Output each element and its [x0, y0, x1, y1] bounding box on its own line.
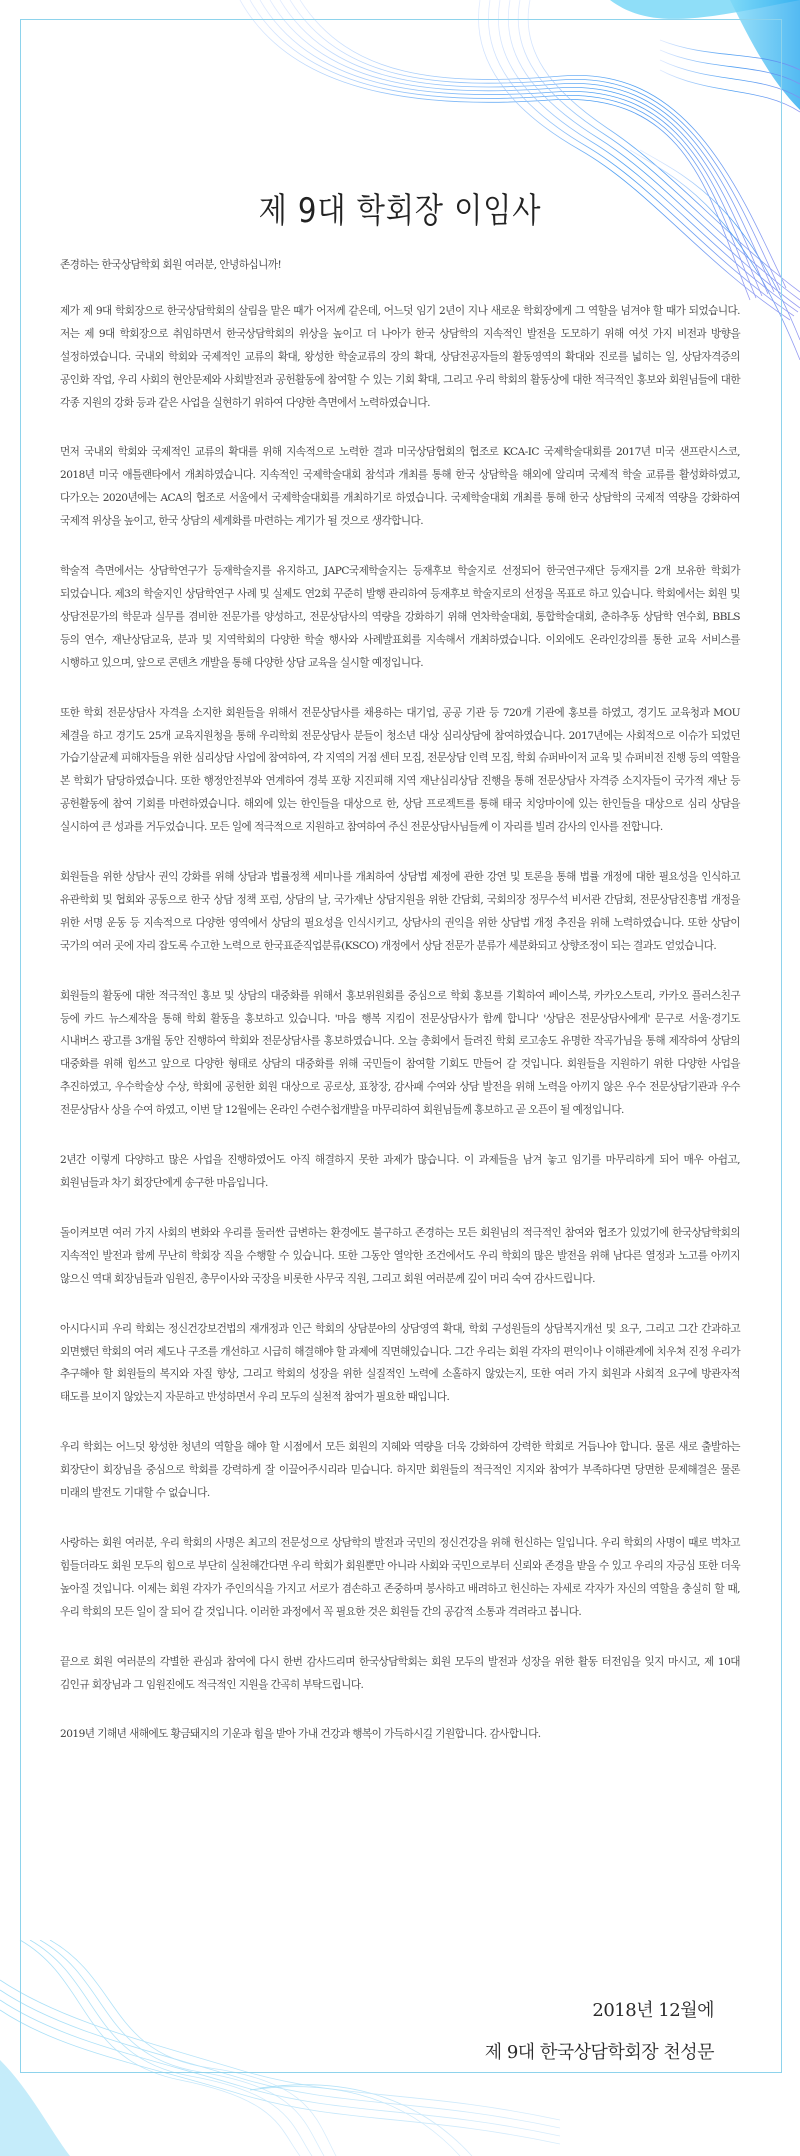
- greeting: 존경하는 한국상담학회 회원 여러분, 안녕하십니까!: [60, 259, 282, 271]
- paragraph-mission: 사랑하는 회원 여러분, 우리 학회의 사명은 최고의 전문성으로 상담학의 발전과 국민의 정신건강을 위해 헌신하는 일입니다. 우리 학회의 사명이 때로 벅차고 힘들더라도 회원 모두의 힘으로 부단히 실천해간다면 우리 학회가 회원뿐만 아니라 사회와 국민으로부터 신뢰와 존경을 받을 수 있고 우리의 자긍심 또한 더욱 높아질 것입니다. 이제는 회원 각자가 주인의식을 가지고 서로가 겸손하고 존중하며 봉사하고 배려하고 헌신하는 자세로 각자가 자신의 역할을 충실히 할 때, 우리 학회의 모든 일이 잘 되어 갈 것입니다. 이러한 과정에서 꼭 필요한 것은 회원들 간의 공감적 소통과 격려라고 봅니다.: [60, 1536, 740, 1618]
- paragraph-intro: 제가 제 9대 학회장으로 한국상담학회의 살림을 맡은 때가 어저께 같은데, 어느덧 임기 2년이 지나 새로운 학회장에게 그 역할을 넘겨야 할 때가 되었습니다. 저는 제 9대 학회장으로 취임하면서 한국상담학회의 위상을 높이고 더 나아가 한국 상담학의 지속적인 발전을 도모하기 위해 여섯 가지 비전과 방향을 설정하였습니다. 국내외 학회와 국제적인 교류의 확대, 왕성한 학술교류의 장의 확대, 상담전공자들의 활동영역의 확대와 진로를 넓히는 일, 상담자격증의 공인화 작업, 우리 사회의 현안문제와 사회발전과 공헌활동에 참여할 수 있는 기회 확대, 그리고 우리 학회의 활동상에 대한 적극적인 홍보와 회원님들에 대한 각종 지원의 강화 등과 같은 사업을 실현하기 위하여 다양한 측면에서 노력하였습니다.: [60, 304, 740, 409]
- paragraph-rights: 회원들을 위한 상담사 권익 강화를 위해 상담과 법률정책 세미나를 개최하여 상담법 제정에 관한 강연 및 토론을 통해 법률 개정에 대한 필요성을 인식하고 유관학회 및 협회와 공동으로 한국 상담 정책 포럼, 상담의 날, 국가재난 상담지원을 위한 간담회, 국회의장 정무수석 비서관 간담회, 전문상담진흥법 개정을 위한 서명 운동 등 지속적으로 다양한 영역에서 상담의 필요성을 인식시키고, 상담사의 권익을 위한 상담법 개정 추진을 위해 노력하였습니다. 또한 상담이 국가의 여러 곳에 자리 잡도록 수고한 노력으로 한국표준직업분류(KSCO) 개정에서 상담 전문가 분류가 세분화되고 상향조정이 되는 결과도 얻었습니다.: [60, 871, 740, 952]
- paragraph-closing: 끝으로 회원 여러분의 각별한 관심과 참여에 다시 한번 감사드리며 한국상담학회는 회원 모두의 발전과 성장을 위한 활동 터전임을 잊지 마시고, 제 10대 김인규 회장님과 그 임원진에도 적극적인 지원을 간곡히 부탁드립니다.: [60, 1655, 740, 1691]
- paragraph-remaining-tasks: 2년간 이렇게 다양하고 많은 사업을 진행하였어도 아직 해결하지 못한 과제가 많습니다. 이 과제들을 남겨 놓고 임기를 마무리하게 되어 매우 아쉽고, 회원님들과 차기 회장단에게 송구한 마음입니다.: [60, 1154, 740, 1189]
- paragraph-promotion: 회원들의 활동에 대한 적극적인 홍보 및 상담의 대중화를 위해서 홍보위원회를 중심으로 학회 홍보를 기획하여 페이스북, 카카오스토리, 카카오 플러스친구 등에 카드 뉴스제작을 통해 학회 활동을 홍보하고 있습니다. '마음 행복 지킴이 전문상담사가 함께 합니다' '상담은 전문상담사에게' 문구로 서울·경기도 시내버스 광고를 3개월 동안 진행하여 학회와 전문상담사를 홍보하였습니다. 오늘 총회에서 들려진 학회 로고송도 유명한 작곡가님을 통해 제작하여 상담의 대중화를 위해 힘쓰고 앞으로 다양한 형태로 상담의 대중화를 위해 국민들이 참여할 기회도 만들어 갈 것입니다. 회원들을 지원하기 위한 다양한 사업을 추진하였고, 우수학술상 수상, 학회에 공헌한 회원 대상으로 공로상, 표창장, 감사패 수여와 상담 발전을 위해 노력을 아끼지 않은 우수 전문상담기관과 우수 전문상담사 상을 수여 하였고, 이번 달 12월에는 온라인 수련수첩개발을 마무리하여 회원님들께 홍보하고 곧 오픈이 될 예정입니다.: [60, 989, 740, 1117]
- paragraph-new-year: 2019년 기해년 새해에도 황금돼지의 기운과 힘을 받아 가내 건강과 행복이 가득하시길 기원합니다. 감사합니다.: [60, 1728, 541, 1741]
- paragraph-future: 우리 학회는 어느덧 왕성한 청년의 역할을 해야 할 시점에서 모든 회원의 지혜와 역량을 더욱 강화하여 강력한 학회로 거듭나야 합니다. 물론 새로 출발하는 회장단이 회장님을 중심으로 학회를 강력하게 잘 이끌어주시리라 믿습니다. 하지만 회원들의 적극적인 지지와 참여가 부족하다면 당면한 문제해결은 물론 미래의 발전도 기대할 수 없습니다.: [60, 1441, 740, 1500]
- paragraph-international-exchange: 먼저 국내외 학회와 국제적인 교류의 확대를 위해 지속적으로 노력한 결과 미국상담협회의 협조로 KCA-IC 국제학술대회를 2017년 미국 샌프란시스코, 2018년 미국 애틀랜타에서 개최하였습니다. 지속적인 국제학술대회 참석과 개최를 통해 한국 상담학을 해외에 알리며 국제적 학술 교류를 활성화하였고, 다가오는 2020년에는 ACA의 협조로 서울에서 국제학술대회를 개최하기로 하였습니다. 국제학술대회 개최를 통해 한국 상담학의 국제적 역량을 강화하여 국제적 위상을 높이고, 한국 상담의 세계화를 마련하는 계기가 될 것으로 생각합니다.: [60, 446, 740, 528]
- signature-author: 제 9대 한국상담학회장 천성문: [484, 2042, 714, 2063]
- paragraph-challenges: 아시다시피 우리 학회는 정신건강보건법의 재개정과 인근 학회의 상담분야의 상담영역 확대, 학회 구성원들의 상담복지개선 및 요구, 그리고 그간 간과하고 외면했던 학회의 여러 제도나 구조를 개선하고 시급히 해결해야 할 과제에 직면해있습니다. 그간 우리는 회원 각자의 편익이나 이해관계에 치우쳐 진정 우리가 추구해야 할 회원들의 복지와 자질 향상, 그리고 학회의 성장을 위한 실질적인 노력에 소홀하지 않았는지, 또한 여러 가지 회원과 사회적 요구에 방관자적 태도를 보이지 않았는지 자문하고 반성하면서 우리 모두의 실천적 참여가 필요한 때입니다.: [60, 1322, 740, 1404]
- paragraph-academic: 학술적 측면에서는 상담학연구가 등재학술지를 유지하고, JAPC국제학술지는 등재후보 학술지로 선정되어 한국연구재단 등재지를 2개 보유한 학회가 되었습니다. 제3의 학술지인 상담학연구 사례 및 실제도 연2회 꾸준히 발행 관리하여 등재후보 학술지로의 선정을 목표로 하고 있습니다. 학회에서는 회원 및 상담전문가의 학문과 실무를 겸비한 전문가를 양성하고, 전문상담사의 역량을 강화하기 위해 연차학술대회, 통합학술대회, 춘하추동 상담학 연수회, BBLS 등의 연수, 재난상담교육, 분과 및 지역학회의 다양한 학술 행사와 사례발표회를 지속해서 개최하였습니다. 이외에도 온라인강의를 통한 교육 서비스를 시행하고 있으며, 앞으로 콘텐츠 개발을 통해 다양한 상담 교육을 실시할 예정입니다.: [60, 565, 740, 669]
- paragraph-counselor-support: 또한 학회 전문상담사 자격을 소지한 회원들을 위해서 전문상담사를 채용하는 대기업, 공공 기관 등 720개 기관에 홍보를 하였고, 경기도 교육청과 MOU 체결을 하고 경기도 25개 교육지원청을 통해 우리학회 전문상담사 분들이 청소년 대상 심리상담에 참여하였습니다. 2017년에는 사회적으로 이슈가 되었던 가습기살균제 피해자들을 위한 심리상담 사업에 참여하여, 각 지역의 거점 센터 모집, 전문상담 인력 모집, 학회 슈퍼바이저 교육 및 슈퍼비전 진행 등의 역할을 본 학회가 담당하였습니다. 또한 행정안전부와 연계하여 경북 포항 지진피해 지역 재난심리상담 진행을 통해 전문상담사 자격증 소지자들이 국가적 재난 등 공헌활동에 참여 기회를 마련하였습니다. 해외에 있는 한인들을 대상으로 한, 상담 프로젝트를 통해 태국 치앙마이에 있는 한인들을 대상으로 심리 상담을 실시하여 큰 성과를 거두었습니다. 모든 일에 적극적으로 지원하고 참여하여 주신 전문상담사님들께 이 자리를 빌려 감사의 인사를 전합니다.: [60, 706, 740, 834]
- page-title: 제 9대 학회장 이임사: [258, 190, 542, 231]
- paragraph-gratitude: 돌이켜보면 여러 가지 사회의 변화와 우리를 둘러싼 급변하는 환경에도 불구하고 존경하는 모든 회원님의 적극적인 참여와 협조가 있었기에 한국상담학회의 지속적인 발전과 함께 무난히 학회장 직을 수행할 수 있습니다. 또한 그동안 열악한 조건에서도 우리 학회의 많은 발전을 위해 남다른 열정과 노고를 아끼지 않으신 역대 회장님들과 임원진, 총무이사와 국장을 비롯한 사무국 직원, 그리고 회원 여러분께 깊이 머리 숙여 감사드립니다.: [60, 1226, 740, 1285]
- signature-block: [485, 1998, 714, 2082]
- signature-date: 2018년 12월에: [592, 2000, 714, 2021]
- letter-body: [60, 254, 740, 1773]
